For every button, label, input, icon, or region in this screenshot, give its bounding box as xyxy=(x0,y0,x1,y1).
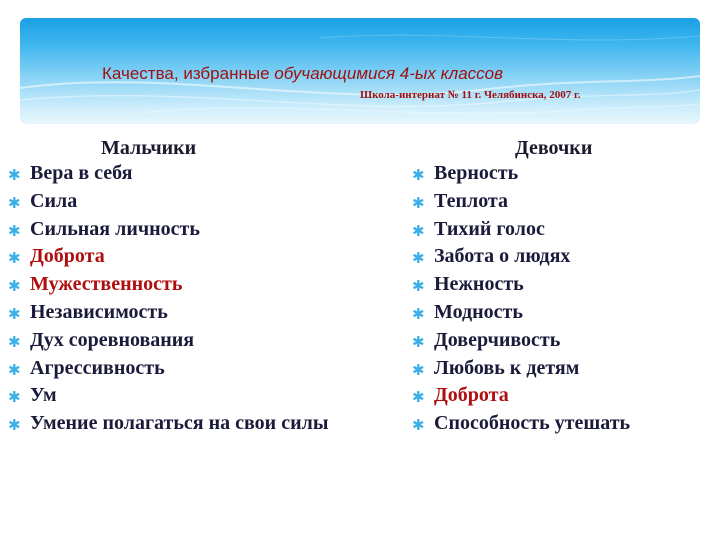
boys-list xyxy=(8,162,338,440)
list-item xyxy=(8,329,338,357)
asterisk-icon: ✱ xyxy=(8,388,21,407)
list-item-label: Доброта xyxy=(30,245,105,268)
girls-column xyxy=(412,134,712,440)
list-item xyxy=(412,384,712,412)
list-item-label: Способность утешать xyxy=(434,412,631,435)
list-item xyxy=(8,357,338,385)
list-item-label: Умение полагаться на свои силы xyxy=(30,412,329,435)
asterisk-icon: ✱ xyxy=(8,304,21,323)
list-item-label: Доверчивость xyxy=(434,328,561,351)
list-item-label: Мужественность xyxy=(30,273,183,296)
list-item-label: Доброта xyxy=(434,384,509,407)
list-item xyxy=(412,245,712,273)
asterisk-icon: ✱ xyxy=(412,416,425,435)
list-item-label: Дух соревнования xyxy=(30,328,195,351)
list-item-label: Теплота xyxy=(434,189,509,212)
asterisk-icon: ✱ xyxy=(412,249,425,268)
girls-list xyxy=(412,162,712,440)
asterisk-icon: ✱ xyxy=(8,332,21,351)
list-item-label: Сила xyxy=(30,189,78,212)
asterisk-icon: ✱ xyxy=(8,360,21,379)
list-item xyxy=(8,301,338,329)
asterisk-icon: ✱ xyxy=(8,193,21,212)
list-item xyxy=(412,329,712,357)
list-item xyxy=(8,190,338,218)
list-item xyxy=(8,245,338,273)
list-item xyxy=(412,218,712,246)
asterisk-icon: ✱ xyxy=(8,221,21,240)
asterisk-icon: ✱ xyxy=(8,277,21,296)
list-item-label: Нежность xyxy=(434,273,524,296)
list-item-label: Агрессивность xyxy=(30,356,165,379)
list-item-label: Независимость xyxy=(30,300,168,323)
title-normal-text: Качества, избранные xyxy=(102,64,275,83)
list-item xyxy=(8,412,338,440)
list-item-label: Ум xyxy=(30,384,57,407)
asterisk-icon: ✱ xyxy=(8,249,21,268)
list-item xyxy=(412,162,712,190)
asterisk-icon: ✱ xyxy=(412,277,425,296)
list-item xyxy=(412,190,712,218)
girls-heading: Девочки xyxy=(515,137,593,159)
asterisk-icon: ✱ xyxy=(412,193,425,212)
boys-heading: Мальчики xyxy=(101,137,197,159)
list-item-label: Сильная личность xyxy=(30,217,200,240)
title-italic-text: обучающимися 4-ых классов xyxy=(274,64,504,83)
list-item-label: Вера в себя xyxy=(30,162,133,184)
list-item xyxy=(8,384,338,412)
asterisk-icon: ✱ xyxy=(412,304,425,323)
list-item xyxy=(8,218,338,246)
list-item-label: Забота о людях xyxy=(434,245,571,268)
asterisk-icon: ✱ xyxy=(412,332,425,351)
list-item-label: Любовь к детям xyxy=(434,356,580,379)
page-title xyxy=(102,64,503,84)
boys-column xyxy=(8,134,338,440)
asterisk-icon: ✱ xyxy=(8,416,21,435)
asterisk-icon: ✱ xyxy=(412,388,425,407)
page-subtitle: Школа-интернат № 11 г. Челябинска, 2007 г. xyxy=(360,89,581,101)
list-item xyxy=(412,357,712,385)
asterisk-icon: ✱ xyxy=(412,221,425,240)
list-item xyxy=(412,412,712,440)
asterisk-icon: ✱ xyxy=(412,166,425,184)
list-item-label: Тихий голос xyxy=(434,217,545,240)
asterisk-icon: ✱ xyxy=(8,166,21,184)
list-item xyxy=(412,273,712,301)
list-item xyxy=(8,273,338,301)
list-item-label: Модность xyxy=(434,300,523,323)
asterisk-icon: ✱ xyxy=(412,360,425,379)
list-item xyxy=(8,162,338,190)
list-item xyxy=(412,301,712,329)
list-item-label: Верность xyxy=(434,162,519,184)
